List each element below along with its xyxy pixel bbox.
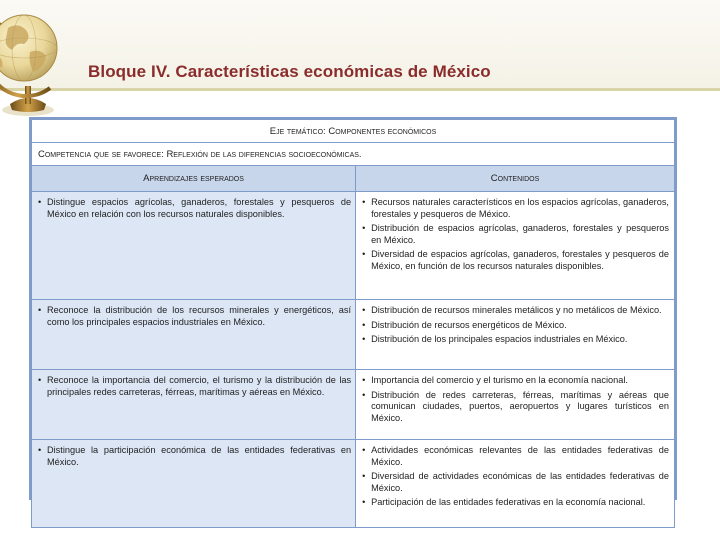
aprendizaje-item: • Reconoce la importancia del comercio, el turismo y la distribución de las principales redes carreteras, férreas, marítimas y aéreas en México. [38,375,351,398]
table-row [32,440,675,528]
table-row [32,370,675,440]
contenido-item: • Distribución de los principales espacios industriales en México. [362,334,669,346]
aprendizaje-item: • Reconoce la distribución de los recursos minerales y energéticos, así como los principales espacios industriales en México. [38,305,351,328]
column-header-contenidos: Contenidos [356,166,675,192]
aprendizaje-cell [32,192,356,300]
contenido-item: • Actividades económicas relevantes de las entidades federativas de México. [362,445,669,468]
contenido-item: • Diversidad de actividades económicas de las entidades federativas de México. [362,471,669,494]
table-row [32,192,675,300]
aprendizaje-cell [32,300,356,370]
eje-tematico-cell: Eje temático: Componentes económicos [32,120,675,143]
contenidos-cell [356,192,675,300]
contenidos-cell [356,370,675,440]
competencia-cell: Competencia que se favorece: Reflexión de las diferencias socioeconómicas. [32,143,675,166]
contenido-item: • Importancia del comercio y el turismo en la economía nacional. [362,375,669,387]
contenidos-cell [356,440,675,528]
contenido-item: • Recursos naturales característicos en los espacios agrícolas, ganaderos, forestales y pesqueros de México. [362,197,669,220]
aprendizaje-item: • Distingue espacios agrícolas, ganaderos, forestales y pesqueros de México en relación con los recursos naturales disponibles. [38,197,351,220]
contenido-item: • Participación de las entidades federativas en la economía nacional. [362,497,669,509]
column-header-aprendizajes: Aprendizajes esperados [32,166,356,192]
contenido-item: • Distribución de recursos energéticos de México. [362,320,669,332]
header-divider [0,88,720,91]
contenido-item: • Distribución de espacios agrícolas, ganaderos, forestales y pesqueros en México. [362,223,669,246]
contenido-item: • Diversidad de espacios agrícolas, ganaderos, forestales y pesqueros de México, en función de los recursos naturales disponibles. [362,249,669,272]
aprendizaje-cell [32,440,356,528]
globe-icon [0,0,74,118]
curriculum-table [29,117,677,508]
aprendizaje-cell [32,370,356,440]
contenido-item: • Distribución de redes carreteras, férreas, marítimas y aéreas que comunican ciudades, puertos, aeropuertos y lugares turísticos en México. [362,390,669,425]
slide-title: Bloque IV. Características económicas de México [88,62,491,81]
contenidos-cell [356,300,675,370]
aprendizaje-item: • Distingue la participación económica de las entidades federativas en México. [38,445,351,468]
table-row [32,300,675,370]
contenido-item: • Distribución de recursos minerales metálicos y no metálicos de México. [362,305,669,317]
